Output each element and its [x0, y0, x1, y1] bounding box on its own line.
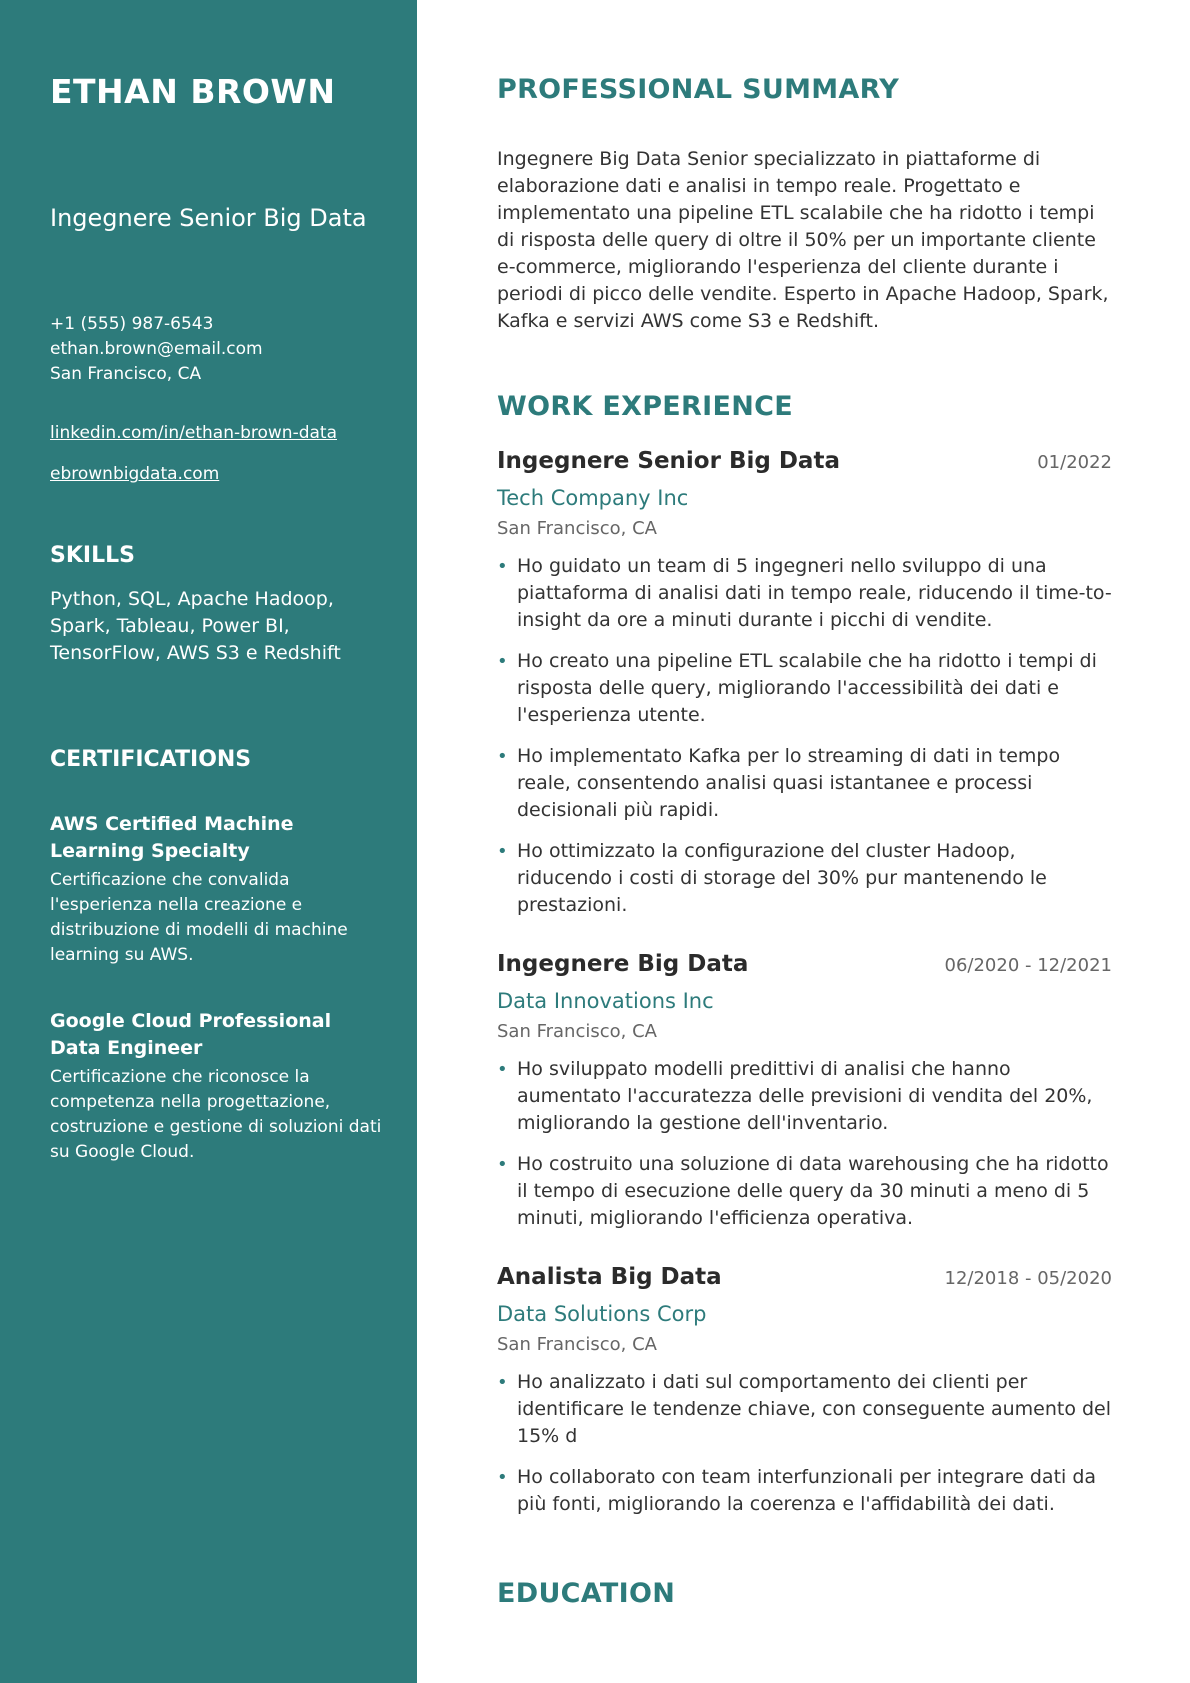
certification-item [50, 1008, 387, 1165]
sidebar [0, 0, 417, 1683]
job-date: 01/2022 [1037, 451, 1112, 473]
job-bullets [497, 1369, 1112, 1518]
bullet-icon: • [497, 555, 508, 577]
certification-description: Certificazione che convalida l'esperienza nella creazione e distribuzione di modelli di machine learning su AWS. [50, 870, 348, 966]
job-location: San Francisco, CA [497, 1333, 657, 1355]
bullet-text: Ho implementato Kafka per lo streaming di dati in tempo reale, consentendo analisi quasi istantanee e processi decisionali più rapidi. [517, 744, 1061, 821]
bullet-icon: • [497, 1153, 508, 1175]
job-location: San Francisco, CA [497, 517, 657, 539]
job-location: San Francisco, CA [497, 1020, 657, 1042]
bullet-item [497, 1151, 1112, 1232]
company-name: Data Solutions Corp [497, 1301, 707, 1326]
bullet-text: Ho costruito una soluzione di data warehousing che ha ridotto il tempo di esecuzione delle query da 30 minuti a meno di 5 minuti, migliorando l'efficienza operativa. [517, 1152, 1109, 1229]
certification-name: AWS Certified Machine Learning Specialty [50, 813, 294, 863]
work-experience-heading: WORK EXPERIENCE [497, 391, 793, 423]
company-name: Tech Company Inc [497, 485, 689, 510]
summary-heading: PROFESSIONAL SUMMARY [497, 74, 900, 105]
bullet-icon: • [497, 1371, 508, 1393]
company-name: Data Innovations Inc [497, 988, 714, 1013]
job-entry [497, 446, 1112, 919]
job-title: Ingegnere Senior Big Data [497, 447, 840, 474]
job-bullets [497, 1056, 1112, 1232]
skills-list: Python, SQL, Apache Hadoop, Spark, Tableau, Power BI, TensorFlow, AWS S3 e Redshift [50, 587, 341, 664]
job-entry [497, 1262, 1112, 1518]
bullet-icon: • [497, 840, 508, 862]
bullet-text: Ho sviluppato modelli predittivi di analisi che hanno aumentato l'accuratezza delle previsioni di vendita del 20%, migliorando la gestione dell'inventario. [517, 1057, 1093, 1134]
bullet-item [497, 648, 1112, 729]
bullet-item [497, 1369, 1112, 1450]
bullet-item [497, 743, 1112, 824]
email-address: ethan.brown@email.com [50, 339, 263, 360]
job-date: 06/2020 - 12/2021 [944, 954, 1112, 976]
main-content [417, 0, 1190, 1683]
linkedin-link[interactable]: linkedin.com/in/ethan-brown-data [50, 423, 338, 444]
job-title: Analista Big Data [497, 1263, 722, 1290]
bullet-text: Ho ottimizzato la configurazione del cluster Hadoop, riducendo i costi di storage del 30% pur mantenendo le prestazioni. [517, 839, 1047, 916]
candidate-name: ETHAN BROWN [50, 72, 336, 111]
bullet-item [497, 1464, 1112, 1518]
candidate-title: Ingegnere Senior Big Data [50, 203, 367, 232]
bullet-item [497, 838, 1112, 919]
certification-name: Google Cloud Professional Data Engineer [50, 1010, 332, 1060]
certifications-heading: CERTIFICATIONS [50, 746, 252, 772]
job-date: 12/2018 - 05/2020 [944, 1267, 1112, 1289]
certification-item [50, 811, 387, 968]
bullet-icon: • [497, 745, 508, 767]
bullet-text: Ho collaborato con team interfunzionali per integrare dati da più fonti, migliorando la coerenza e l'affidabilità dei dati. [517, 1465, 1097, 1515]
bullet-text: Ho guidato un team di 5 ingegneri nello sviluppo di una piattaforma di analisi dati in tempo reale, riducendo il time-to-insight da ore a minuti durante i picchi di vendite. [517, 554, 1112, 631]
contact-location: San Francisco, CA [50, 364, 202, 385]
skills-heading: SKILLS [50, 543, 135, 569]
bullet-text: Ho analizzato i dati sul comportamento dei clienti per identificare le tendenze chiave, con conseguente aumento del 15% d [517, 1370, 1112, 1447]
job-title: Ingegnere Big Data [497, 950, 749, 977]
certification-description: Certificazione che riconosce la competenza nella progettazione, costruzione e gestione di soluzioni dati su Google Cloud. [50, 1067, 382, 1163]
contact-info [50, 312, 387, 387]
bullet-item [497, 1056, 1112, 1137]
education-heading: EDUCATION [497, 1577, 676, 1609]
job-entry [497, 949, 1112, 1232]
phone-number: +1 (555) 987-6543 [50, 314, 214, 335]
bullet-icon: • [497, 650, 508, 672]
bullet-item [497, 553, 1112, 634]
bullet-icon: • [497, 1466, 508, 1488]
summary-text: Ingegnere Big Data Senior specializzato in piattaforme di elaborazione dati e analisi in tempo reale. Progettato e implementato una pipeline ETL scalabile che ha ridotto i tempi di risposta delle query di oltre il 50% per un importante cliente e-commerce, migliorando l'esperienza del cliente durante i periodi di picco delle vendite. Esperto in Apache Hadoop, Spark, Kafka e servizi AWS come S3 e Redshift. [497, 148, 1109, 333]
job-bullets [497, 553, 1112, 919]
bullet-icon: • [497, 1058, 508, 1080]
bullet-text: Ho creato una pipeline ETL scalabile che ha ridotto i tempi di risposta delle query, migliorando l'accessibilità dei dati e l'esperienza utente. [517, 649, 1097, 726]
website-link[interactable]: ebrownbigdata.com [50, 464, 220, 485]
